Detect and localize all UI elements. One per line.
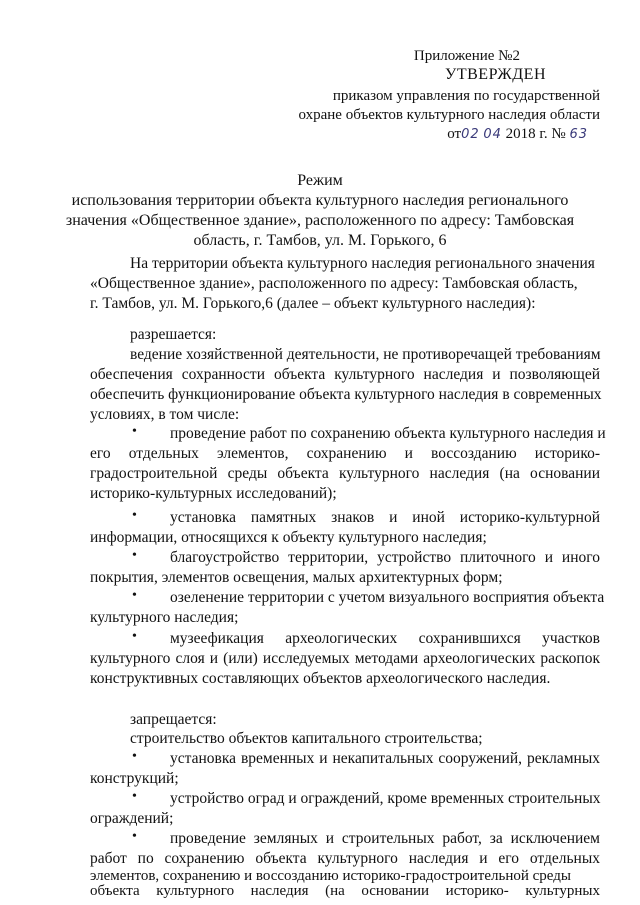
allowed-item-3-line-2: покрытия, элементов освещения, малых архитектурных форм; — [90, 569, 503, 586]
bullet-icon: • — [132, 789, 137, 804]
allowed-item-1-line-4: историко-культурных исследований); — [90, 485, 337, 502]
allowed-item-1-line-2: его отдельных элементов, сохранению и воссозданию историко- — [90, 445, 600, 462]
bullet-icon: • — [132, 829, 137, 844]
allowed-item-3-line-1: благоустройство территории, устройство плиточного и иного — [170, 549, 600, 566]
allowed-general-line-2: обеспечения сохранности объекта культурного наследия и позволяющей — [90, 366, 600, 383]
title-line-2: значения «Общественное здание», расположенного по адресу: Тамбовская — [65, 212, 575, 229]
allowed-item-1-line-1: проведение работ по сохранению объекта культурного наследия и — [170, 425, 606, 442]
allowed-item-4-line-2: культурного наследия; — [90, 609, 239, 626]
bullet-icon: • — [132, 424, 137, 439]
handwritten-number: 63 — [569, 127, 588, 142]
appendix-label: Приложение №2 — [413, 48, 520, 64]
forbidden-heading: запрещается: — [130, 711, 217, 728]
forbidden-general: строительство объектов капитального строительства; — [130, 730, 483, 747]
title-line-1: использования территории объекта культурного наследия регионального — [71, 192, 569, 209]
handwritten-day: 02 — [461, 127, 480, 142]
date-year: 2018 г. — [505, 126, 548, 142]
handwritten-month: 04 — [483, 127, 502, 142]
forbidden-item-2-line-1: устройство оград и ограждений, кроме временных строительных — [170, 790, 601, 807]
order-line-1: приказом управления по государственной — [332, 88, 600, 104]
allowed-general-line-4: условиях, в том числе: — [90, 406, 240, 423]
bullet-icon: • — [132, 588, 137, 603]
title-line-3: область, г. Тамбов, ул. М. Горького, 6 — [193, 232, 447, 249]
approved-label: УТВЕРЖДЕН — [445, 66, 546, 83]
forbidden-item-3-line-5 — [90, 888, 96, 889]
bullet-icon: • — [132, 629, 137, 644]
bullet-icon: • — [132, 548, 137, 563]
allowed-item-5-line-2: культурного слоя и (или) исследуемых методами археологических раскопок — [90, 650, 600, 667]
forbidden-item-1-line-2: конструкций; — [90, 770, 179, 787]
order-date-line — [447, 124, 588, 145]
forbidden-item-3-line-3: элементов, сохранению и воссозданию историко-градостроительной среды — [90, 868, 571, 884]
allowed-item-5-line-1: музеефикация археологических сохранившихся участков — [170, 630, 600, 647]
bullet-icon: • — [132, 508, 137, 523]
forbidden-item-3-line-4: объекта культурного наследия (на основании историко- культурных — [90, 883, 600, 899]
forbidden-item-2-line-2: ограждений; — [90, 810, 174, 827]
forbidden-item-3-line-2: работ по сохранению объекта культурного наследия и его отдельных — [90, 850, 600, 867]
title-word: Режим — [297, 172, 343, 189]
intro-line-2: «Общественное здание», расположенного по адресу: Тамбовская область, — [90, 275, 578, 292]
intro-line-3: г. Тамбов, ул. М. Горького,6 (далее – объект культурного наследия): — [90, 295, 536, 312]
allowed-item-5-line-3: конструктивных составляющих объектов археологического наследия. — [90, 670, 551, 687]
allowed-item-2-line-1: установка памятных знаков и иной историко-культурной — [170, 509, 600, 526]
date-prefix: от — [447, 126, 462, 142]
number-prefix: № — [551, 126, 566, 142]
allowed-item-2-line-2: информации, относящихся к объекту культурного наследия; — [90, 529, 487, 546]
bullet-icon: • — [132, 749, 137, 764]
allowed-general-line-3: обеспечить функционирование объекта культурного наследия в современных — [90, 386, 602, 403]
forbidden-item-1-line-1: установка временных и некапитальных сооружений, рекламных — [170, 750, 600, 767]
allowed-heading: разрешается: — [130, 326, 217, 343]
forbidden-item-3-line-1: проведение земляных и строительных работ, за исключением — [170, 830, 600, 847]
order-line-2: охране объектов культурного наследия области — [298, 107, 600, 123]
allowed-general-line-1: ведение хозяйственной деятельности, не противоречащей требованиям — [130, 346, 601, 363]
allowed-item-4-line-1: озеленение территории с учетом визуального восприятия объекта — [170, 589, 605, 606]
intro-line-1: На территории объекта культурного наследия регионального значения — [130, 255, 595, 272]
allowed-item-1-line-3: градостроительной среды объекта культурного наследия (на основании — [90, 465, 600, 482]
